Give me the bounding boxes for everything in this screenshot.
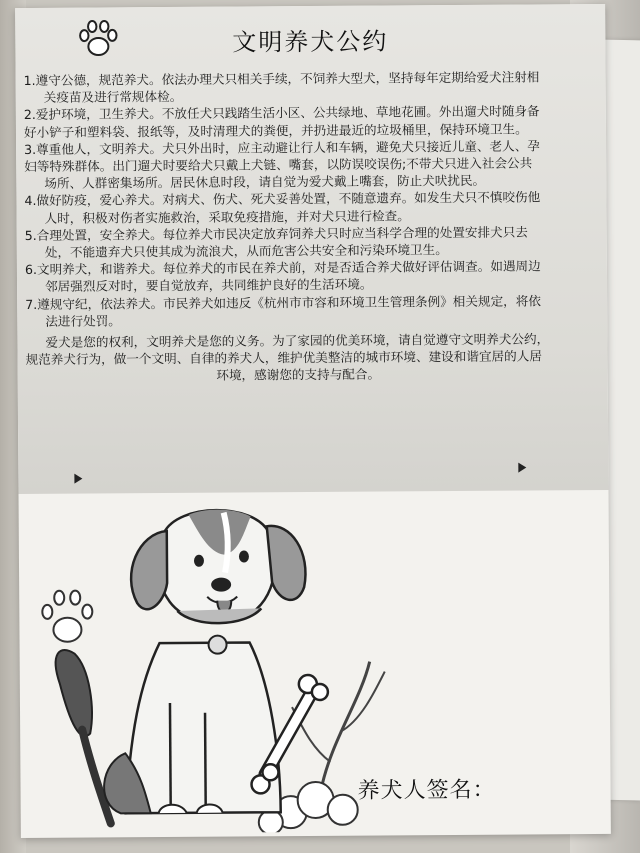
- rule-4: 4.做好防疫，爱心养犬。对病犬、伤犬、死犬妥善处置，不随意遗弃。如发生犬只不慎咬伤他 人时，积极对伤者实施救治，采取免疫措施，并对犬只进行检查。: [24, 189, 541, 226]
- rule-2: 2.爱护环境，卫生养犬。不放任犬只践踏生活小区、公共绿地、草地花圃。外出遛犬时随身备 好小铲子和塑料袋、报纸等，及时清理犬的粪便，并扔进最近的垃圾桶里，保持环境卫生。: [23, 103, 540, 140]
- signature-label: 养犬人签名：: [357, 777, 496, 804]
- page-title: 文明养犬公约: [232, 27, 389, 57]
- play-triangle-icon: [518, 463, 526, 473]
- paw-print-icon: [42, 591, 92, 642]
- convention-sheet: [15, 4, 611, 838]
- rule-3: 3.尊重他人，文明养犬。犬只外出时，应主动避让行人和车辆，避免犬只接近儿童、老人、孕 妇等特殊群体。出门遛犬时要给犬只戴上犬链、嘴套，以防误咬误伤;不带犬只进入社会公共 场所、人群密集场所。居民休息时段，请自觉为爱犬戴上嘴套，防止犬吠扰民。: [24, 138, 540, 192]
- dog-brush-icon: [56, 650, 111, 824]
- rule-5: 5.合理处置，安全养犬。每位养犬市民决定放弃饲养犬只时应当科学合理的处置安排犬只去 处，不能遗弃犬只使其成为流浪犬，从而危害公共安全和污染环境卫生。: [24, 224, 528, 260]
- rule-1: 1.遵守公德，规范养犬。依法办理犬只相关手续，不饲养大型犬，坚持每年定期给爱犬注射相 关疫苗及进行常规体检。: [23, 69, 540, 106]
- rule-6: 6.文明养犬，和谐养犬。每位养犬的市民在养犬前，对是否适合养犬做好评估调查。如遇周边 邻居强烈反对时，要自觉放弃，共同维护良好的生活环境。: [24, 258, 541, 295]
- rule-7: 7.遵规守纪，依法养犬。市民养犬如违反《杭州市市容和环境卫生管理条例》相关规定，将依 法进行处罚。: [25, 293, 541, 329]
- play-triangle-icon: [74, 474, 82, 484]
- closing-paragraph: 爱犬是您的权利，文明养犬是您的义务。为了家园的优美环境，请自觉遵守文明养犬公约， 规范养犬行为，做一个文明、自律的养犬人，维护优美整洁的城市环境、建设和谐宜居的人居 环境，感谢您的支持与配合。: [25, 331, 550, 384]
- convention-body: [24, 68, 611, 386]
